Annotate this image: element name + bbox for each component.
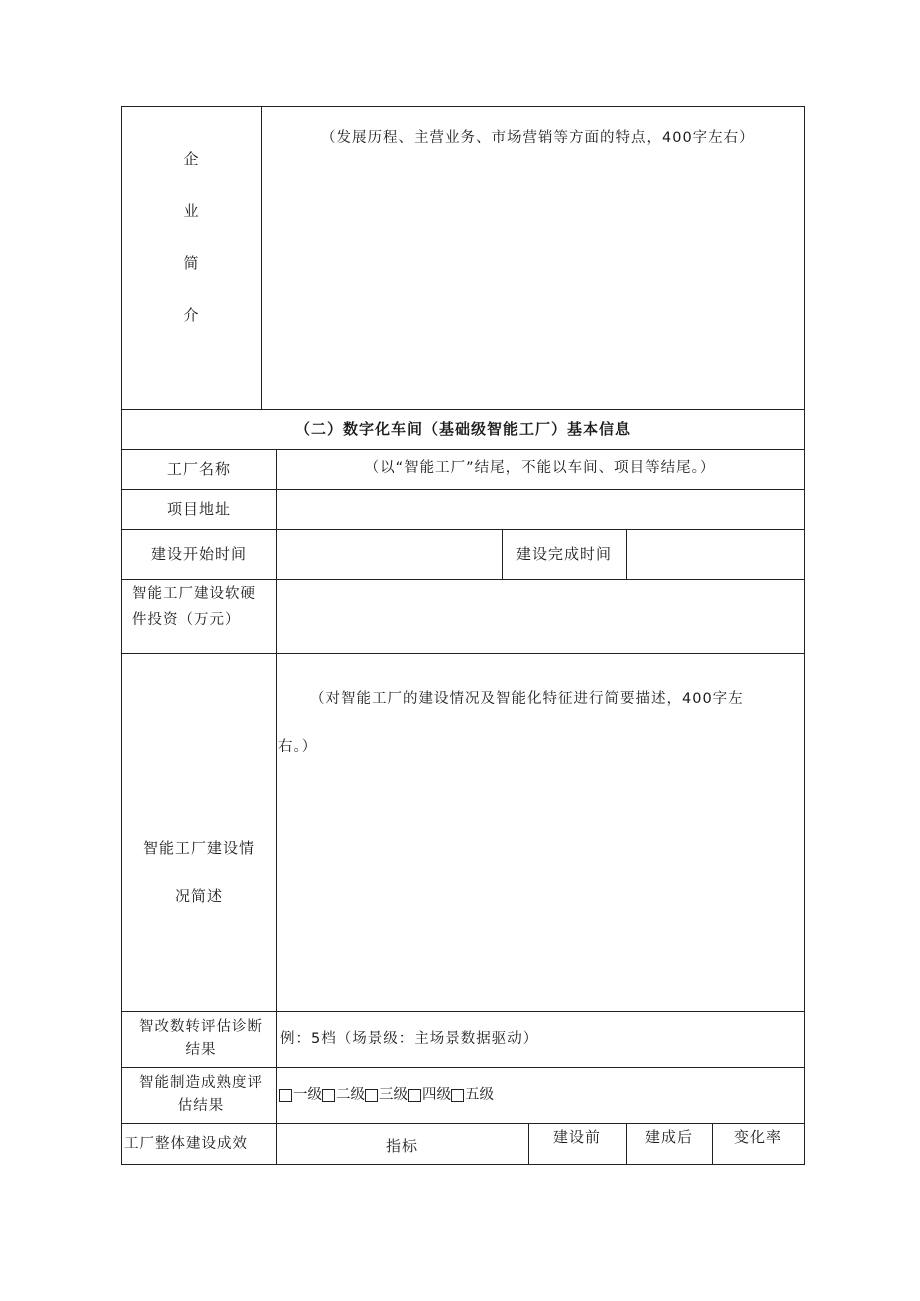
- grid-line: [122, 653, 804, 654]
- project-address-label: [122, 489, 276, 529]
- maturity-option-4-label: 四级: [422, 1087, 451, 1103]
- build-end-label: [502, 529, 626, 579]
- project-address-field[interactable]: [276, 489, 804, 529]
- factory-name-label-text: 工厂名称: [166, 460, 231, 478]
- grid-line: [122, 1011, 804, 1012]
- intro-label-char-2: 业: [183, 202, 200, 220]
- overview-label-text: 智能工厂建设情况简述: [142, 839, 255, 905]
- grid-line: [122, 409, 804, 410]
- build-start-label-text: 建设开始时间: [150, 545, 247, 563]
- project-address-label-text: 项目地址: [166, 500, 231, 518]
- results-col-indicator-text: 指标: [385, 1136, 418, 1155]
- results-col-indicator: [276, 1123, 528, 1164]
- diagnosis-label-text: 智改数转评估诊断结果: [139, 1019, 263, 1058]
- diagnosis-value: 例：5档（场景级：主场景数据驱动）: [280, 1031, 539, 1047]
- maturity-option-5[interactable]: [451, 1084, 494, 1107]
- section2-title: [122, 409, 804, 449]
- intro-label-char-1: 企: [183, 150, 200, 168]
- checkbox-icon[interactable]: [279, 1089, 292, 1102]
- intro-content-field[interactable]: [261, 107, 804, 409]
- overview-label: [122, 653, 276, 1011]
- diagnosis-label: [122, 1011, 276, 1067]
- checkbox-icon[interactable]: [451, 1089, 464, 1102]
- grid-line: [122, 1067, 804, 1068]
- maturity-option-2-label: 二级: [336, 1087, 365, 1103]
- build-start-field[interactable]: [276, 529, 502, 579]
- maturity-label-text: 智能制造成熟度评估结果: [139, 1075, 263, 1114]
- investment-label: [122, 579, 276, 653]
- grid-line: [122, 489, 804, 490]
- maturity-options: [276, 1067, 804, 1123]
- checkbox-icon[interactable]: [365, 1089, 378, 1102]
- maturity-label: [122, 1067, 276, 1123]
- checkbox-icon[interactable]: [322, 1089, 335, 1102]
- build-end-field[interactable]: [626, 529, 804, 579]
- info-form-table: [121, 106, 805, 1165]
- results-col-change: [712, 1123, 804, 1164]
- section2-title-text: （二）数字化车间（基础级智能工厂）基本信息: [294, 420, 631, 438]
- investment-label-text: 智能工厂建设软硬件投资（万元）: [132, 586, 256, 628]
- intro-hint: （发展历程、主营业务、市场营销等方面的特点，400字左右）: [321, 130, 755, 146]
- intro-label-char-4: 介: [183, 306, 200, 324]
- intro-label-char-3: 简: [183, 254, 200, 272]
- results-col-change-text: 变化率: [733, 1128, 782, 1146]
- grid-line: [122, 529, 804, 530]
- build-end-label-text: 建设完成时间: [515, 545, 612, 563]
- maturity-option-5-label: 五级: [465, 1087, 494, 1103]
- grid-line: [626, 529, 627, 579]
- results-col-before: [528, 1123, 626, 1164]
- grid-line: [502, 529, 503, 579]
- factory-name-hint: （以“智能工厂”结尾，不能以车间、项目等结尾。）: [364, 460, 716, 477]
- grid-line: [122, 1123, 804, 1124]
- maturity-option-1[interactable]: [279, 1084, 322, 1107]
- results-col-after-text: 建成后: [644, 1128, 693, 1146]
- grid-line: [712, 1123, 713, 1164]
- results-col-after: [626, 1123, 712, 1164]
- grid-line: [276, 449, 277, 1164]
- maturity-option-3-label: 三级: [379, 1087, 408, 1103]
- investment-field[interactable]: [276, 579, 804, 653]
- grid-line: [528, 1123, 529, 1164]
- overview-content-field[interactable]: [276, 653, 804, 1011]
- checkbox-icon[interactable]: [408, 1089, 421, 1102]
- maturity-option-3[interactable]: [365, 1084, 408, 1107]
- grid-line: [261, 107, 262, 409]
- maturity-option-4[interactable]: [408, 1084, 451, 1107]
- overview-hint: （对智能工厂的建设情况及智能化特征进行简要描述，400字左右。）: [278, 691, 744, 755]
- results-label: [122, 1123, 276, 1164]
- grid-line: [122, 449, 804, 450]
- diagnosis-field[interactable]: [276, 1011, 804, 1067]
- results-col-before-text: 建设前: [552, 1128, 601, 1146]
- grid-line: [626, 1123, 627, 1164]
- maturity-option-1-label: 一级: [293, 1087, 322, 1103]
- build-start-label: [122, 529, 276, 579]
- factory-name-field[interactable]: [276, 449, 804, 489]
- intro-label: [122, 147, 261, 347]
- factory-name-label: [122, 449, 276, 489]
- grid-line: [122, 579, 804, 580]
- results-label-text: 工厂整体建设成效: [124, 1136, 248, 1152]
- maturity-option-2[interactable]: [322, 1084, 365, 1107]
